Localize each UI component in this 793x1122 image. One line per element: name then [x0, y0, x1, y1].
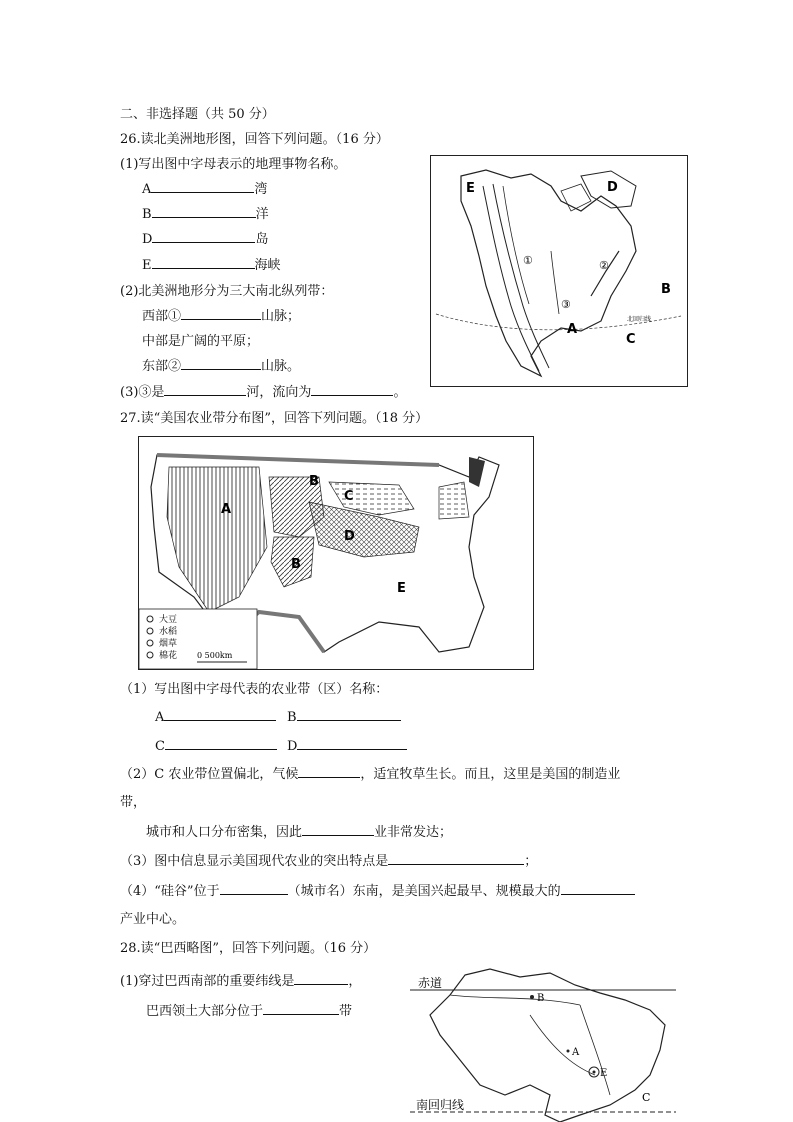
- map-label-2: ②: [599, 259, 609, 272]
- us-agriculture-map: [138, 436, 534, 670]
- border-band: [157, 455, 439, 465]
- legend-tobacco: 烟草: [159, 639, 178, 649]
- q28-part1-line2: 巴西领土大部分位于 带: [146, 1000, 352, 1019]
- answer-blank[interactable]: [263, 1000, 339, 1015]
- map-label-e: E: [466, 181, 475, 196]
- q26-answer-b: B 洋: [142, 203, 269, 222]
- river: [551, 251, 559, 314]
- q26-middle: 中部是广阔的平原；: [142, 334, 260, 349]
- brazil-outline: [430, 969, 665, 1122]
- map-label-e: E: [600, 1068, 608, 1079]
- map-label-b1: B: [309, 474, 319, 489]
- map-label-c: C: [344, 489, 354, 504]
- legend-rice: 水稻: [159, 627, 178, 637]
- q26-title: 26.读北美洲地形图，回答下列问题。（16 分）: [120, 132, 389, 147]
- north-america-map: [430, 155, 688, 387]
- answer-blank[interactable]: [311, 381, 393, 396]
- mountain-range: [503, 186, 529, 304]
- q26-answer-e: E 海峡: [142, 254, 281, 273]
- map-label-d: D: [344, 529, 355, 544]
- point-b: [530, 995, 534, 999]
- equator-label: 赤道: [418, 976, 443, 990]
- answer-blank[interactable]: [151, 178, 254, 193]
- q27-title: 27.读“美国农业带分布图”，回答下列问题。（18 分）: [120, 411, 429, 426]
- answer-blank[interactable]: [298, 763, 360, 778]
- q27-part3: （3）图中信息显示美国现代农业的突出特点是 ；: [120, 850, 537, 869]
- answer-blank[interactable]: [152, 228, 255, 243]
- map-label-b: B: [537, 993, 545, 1004]
- map-label-c: C: [642, 1091, 651, 1104]
- answer-blank[interactable]: [297, 735, 407, 750]
- river: [450, 995, 580, 1005]
- q26-answer-a: A 湾: [142, 178, 267, 197]
- continent-outline: [461, 170, 636, 376]
- mountain-range: [483, 186, 539, 371]
- q26-east: 东部② 山脉。: [142, 355, 300, 374]
- q27-answer-c: C: [155, 735, 277, 754]
- answer-blank[interactable]: [388, 850, 524, 865]
- q26-west: 西部① 山脉；: [142, 305, 300, 324]
- point-e-center: [593, 1071, 596, 1074]
- q27-answer-b: B: [287, 706, 401, 725]
- legend-soybean: 大豆: [159, 615, 178, 625]
- answer-blank[interactable]: [220, 880, 288, 895]
- answer-blank[interactable]: [561, 880, 635, 895]
- q26-answer-d: D 岛: [142, 228, 268, 247]
- q26-part3: (3)③是 河，流向为 。: [120, 381, 406, 400]
- q27-part2-line3: 城市和人口分布密集，因此 业非常发达；: [146, 821, 452, 840]
- q27-part4-line2: 产业中心。: [120, 912, 186, 927]
- q26-part2: (2)北美洲地形分为三大南北纵列带：: [120, 284, 334, 299]
- q27-part4: （4）“硅谷”位于 （城市名）东南，是美国兴起最早、规模最大的: [120, 880, 635, 899]
- q28-title: 28.读“巴西略图”，回答下列问题。（16 分）: [120, 941, 377, 956]
- q27-part2-line2: 带，: [120, 795, 147, 810]
- legend-cotton: 棉花: [159, 651, 178, 661]
- answer-blank[interactable]: [152, 254, 255, 269]
- answer-blank[interactable]: [181, 355, 261, 370]
- map-label-d: D: [607, 180, 618, 195]
- section-title: 二、非选择题（共 50 分）: [120, 107, 275, 122]
- answer-blank[interactable]: [152, 203, 256, 218]
- map-label-c: C: [626, 332, 636, 347]
- map-label-a: A: [567, 322, 578, 337]
- map-label-a: A: [221, 502, 232, 517]
- map-label-b: B: [661, 282, 671, 297]
- river: [530, 1015, 595, 1075]
- answer-blank[interactable]: [164, 706, 276, 721]
- q27-part2-line1: （2）C 农业带位置偏北，气候 ，适宜牧草生长。而且，这里是美国的制造业: [120, 763, 620, 782]
- map-label-1: ①: [523, 254, 533, 267]
- answer-blank[interactable]: [302, 821, 374, 836]
- map-label-b2: B: [291, 557, 301, 572]
- map-label-3: ③: [561, 298, 571, 311]
- q27-answer-a: A: [155, 706, 276, 725]
- answer-blank[interactable]: [297, 706, 401, 721]
- map-label-e: E: [397, 581, 406, 596]
- scale-label: 0 500km: [197, 651, 233, 660]
- map-label-tropic: 北回归线: [627, 316, 652, 323]
- answer-blank[interactable]: [165, 735, 277, 750]
- river: [580, 1005, 610, 1095]
- answer-blank[interactable]: [164, 381, 246, 396]
- region-a: [167, 467, 267, 612]
- tropic-label: 南回归线: [416, 1098, 465, 1112]
- q26-part1: (1)写出图中字母表示的地理事物名称。: [120, 157, 347, 172]
- brazil-map: [410, 965, 676, 1122]
- maine-band: [469, 457, 485, 487]
- q28-part1: (1)穿过巴西南部的重要纬线是 ，: [120, 970, 361, 989]
- map-label-a: A: [572, 1047, 580, 1058]
- legend-box: [139, 609, 257, 669]
- q27-part1: （1）写出图中字母代表的农业带（区）名称：: [120, 682, 389, 697]
- point-a: [567, 1050, 570, 1053]
- q27-answer-d: D: [287, 735, 407, 754]
- region-northeast: [439, 482, 469, 519]
- answer-blank[interactable]: [294, 970, 348, 985]
- answer-blank[interactable]: [181, 305, 261, 320]
